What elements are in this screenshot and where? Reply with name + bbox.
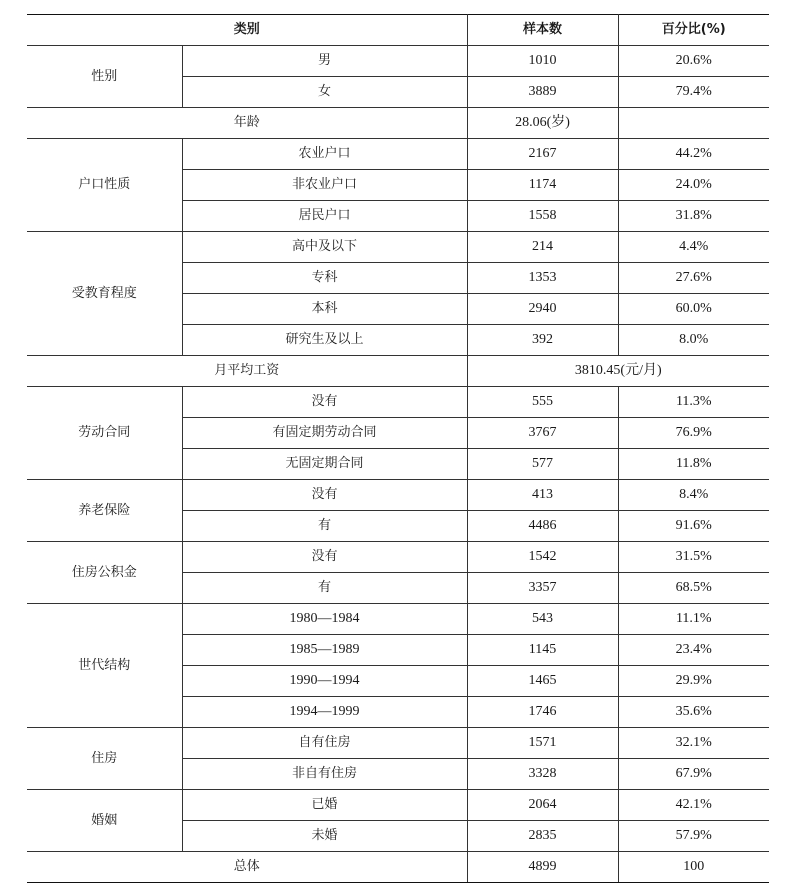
row-name: 男 [182,46,467,77]
row-name: 有 [182,573,467,604]
row-name: 有 [182,511,467,542]
row-name: 有固定期劳动合同 [182,418,467,449]
group-label: 劳动合同 [27,387,182,480]
row-percent: 57.9% [618,821,769,852]
row-name: 1980—1984 [182,604,467,635]
empty-cell [618,108,769,139]
row-sample: 2835 [467,821,618,852]
row-percent: 42.1% [618,790,769,821]
row-sample: 214 [467,232,618,263]
row-sample: 1353 [467,263,618,294]
group-label: 住房 [27,728,182,790]
row-percent: 91.6% [618,511,769,542]
row-percent: 11.3% [618,387,769,418]
statistics-table [27,14,769,883]
row-name: 非自有住房 [182,759,467,790]
row-name: 研究生及以上 [182,325,467,356]
group-label: 受教育程度 [27,232,182,356]
group-label: 世代结构 [27,604,182,728]
row-sample: 4486 [467,511,618,542]
header-percent: 百分比(%) [618,15,769,46]
row-sample: 577 [467,449,618,480]
table-row [27,356,769,387]
row-name: 没有 [182,542,467,573]
total-label: 总体 [27,852,467,883]
row-percent: 29.9% [618,666,769,697]
table-row [27,387,769,418]
total-sample: 4899 [467,852,618,883]
table-row [27,790,769,821]
wage-label: 月平均工资 [27,356,467,387]
row-percent: 67.9% [618,759,769,790]
table-row [27,139,769,170]
row-sample: 2940 [467,294,618,325]
row-percent: 44.2% [618,139,769,170]
row-percent: 11.1% [618,604,769,635]
row-percent: 60.0% [618,294,769,325]
row-name: 没有 [182,387,467,418]
row-name: 本科 [182,294,467,325]
row-sample: 1174 [467,170,618,201]
row-sample: 413 [467,480,618,511]
row-percent: 68.5% [618,573,769,604]
row-sample: 3767 [467,418,618,449]
row-percent: 76.9% [618,418,769,449]
row-name: 未婚 [182,821,467,852]
header-category: 类别 [27,15,467,46]
row-sample: 1465 [467,666,618,697]
row-name: 非农业户口 [182,170,467,201]
row-name: 居民户口 [182,201,467,232]
table-row [27,728,769,759]
row-name: 高中及以下 [182,232,467,263]
row-sample: 3889 [467,77,618,108]
wage-value: 3810.45(元/月) [467,356,769,387]
row-sample: 1558 [467,201,618,232]
table-row [27,542,769,573]
group-label: 住房公积金 [27,542,182,604]
row-name: 1994—1999 [182,697,467,728]
row-name: 无固定期合同 [182,449,467,480]
row-name: 自有住房 [182,728,467,759]
row-percent: 32.1% [618,728,769,759]
row-sample: 1571 [467,728,618,759]
row-name: 1990—1994 [182,666,467,697]
table-row [27,604,769,635]
age-value: 28.06(岁) [467,108,618,139]
row-sample: 543 [467,604,618,635]
row-percent: 31.5% [618,542,769,573]
row-percent: 31.8% [618,201,769,232]
row-name: 1985—1989 [182,635,467,666]
row-sample: 1010 [467,46,618,77]
row-name: 农业户口 [182,139,467,170]
total-row [27,852,769,883]
table-row [27,232,769,263]
row-percent: 35.6% [618,697,769,728]
header-sample: 样本数 [467,15,618,46]
row-name: 没有 [182,480,467,511]
row-name: 女 [182,77,467,108]
row-percent: 11.8% [618,449,769,480]
row-percent: 4.4% [618,232,769,263]
group-label: 养老保险 [27,480,182,542]
header-row [27,15,769,46]
age-label: 年龄 [27,108,467,139]
row-percent: 79.4% [618,77,769,108]
row-percent: 20.6% [618,46,769,77]
row-name: 专科 [182,263,467,294]
row-sample: 392 [467,325,618,356]
table-row [27,46,769,77]
row-sample: 555 [467,387,618,418]
row-sample: 1542 [467,542,618,573]
row-sample: 1145 [467,635,618,666]
group-label: 婚姻 [27,790,182,852]
row-name: 已婚 [182,790,467,821]
row-percent: 8.0% [618,325,769,356]
row-percent: 23.4% [618,635,769,666]
group-label: 户口性质 [27,139,182,232]
row-percent: 27.6% [618,263,769,294]
row-sample: 1746 [467,697,618,728]
row-sample: 3357 [467,573,618,604]
row-percent: 24.0% [618,170,769,201]
total-percent: 100 [618,852,769,883]
table-row [27,480,769,511]
row-sample: 2064 [467,790,618,821]
row-percent: 8.4% [618,480,769,511]
group-label: 性别 [27,46,182,108]
row-sample: 3328 [467,759,618,790]
table-row [27,108,769,139]
row-sample: 2167 [467,139,618,170]
